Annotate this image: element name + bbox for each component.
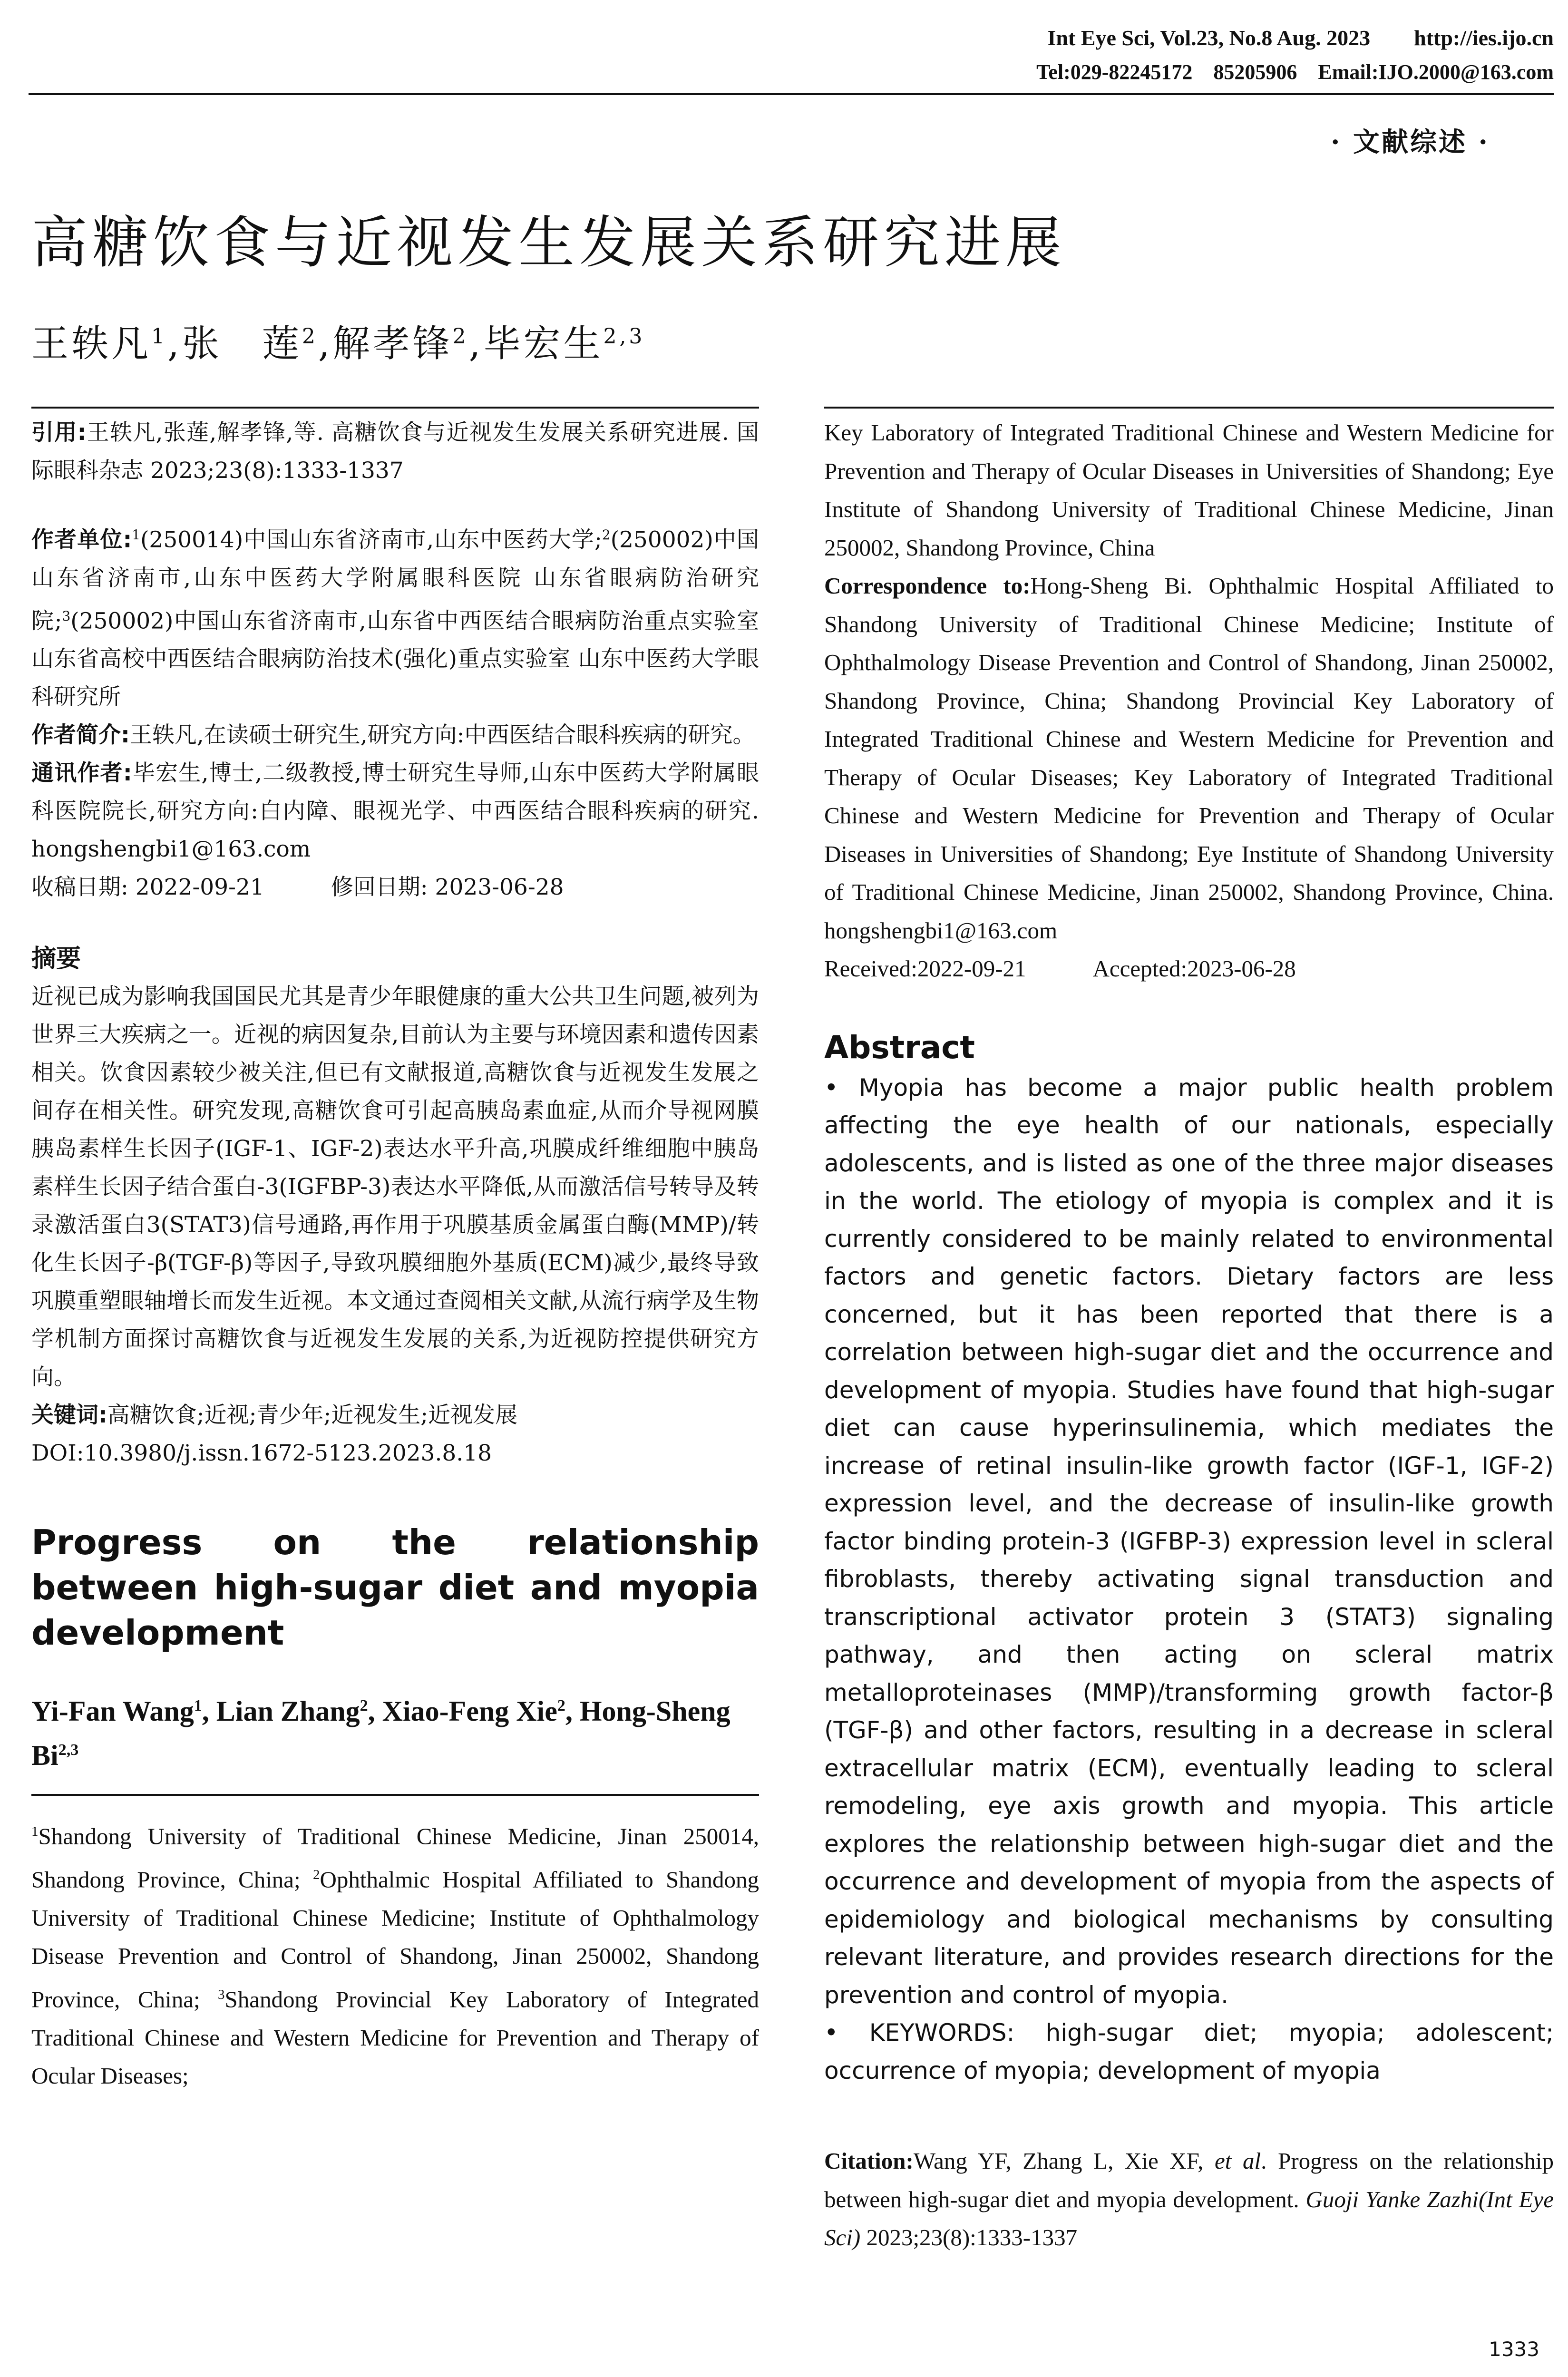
corresponding-label: 通讯作者: [31,760,132,787]
authors-cn [31,314,645,367]
affil-en-sup: 2 [312,1867,320,1883]
keywords-cn [31,1396,759,1434]
author-en-3-sup: 2 [557,1697,565,1715]
author-cn-3: 解孝锋 [332,322,453,365]
affiliation-cn [31,516,759,716]
affiliation-cn-part2: (250002)中国山东省济南市,山东中医药大学附属眼科医院 山东省眼病防治研究院; [31,526,760,634]
page-number: 1333 [1489,2338,1539,2361]
revised-date-cn: 修回日期: 2023-06-28 [331,874,564,901]
keywords-cn-label: 关键词: [31,1402,107,1429]
abstract-cn-heading: 摘要 [31,945,81,974]
author-intro-label: 作者简介: [31,722,130,749]
page-title-cn: 高糖饮食与近视发生发展关系研究进展 [31,210,1067,275]
citation-en [824,2142,1554,2257]
accepted-date-en: Accepted:2023-06-28 [1092,955,1296,982]
affil-sup: 1 [132,527,141,543]
author-en-1: Yi-Fan Wang [31,1695,194,1727]
citation-en-journal: Guoji Yanke Zazhi(Int Eye Sci) [824,2186,1554,2250]
author-en-2-sup: 2 [360,1697,368,1715]
affiliation-rule [31,1794,759,1796]
author-cn-1-sup: 1 [151,324,168,349]
right-column-rule [824,407,1554,409]
author-en-3: Xiao-Feng Xie [382,1695,557,1727]
affiliation-en-part3-right: Key Laboratory of Integrated Traditional Chinese and Western Medicine for Prevention and Therapy of Ocular Diseases in Universities of Shandong; Eye Institute of Shandong University of Traditional Chinese Medicine, Jinan 250002, Shandong Province, China [824,419,1554,561]
affiliation-en-part2: Ophthalmic Hospital Affiliated to Shandong University of Traditional Chinese Medicine; Institute of Ophthalmology Disease Prevention and Control of Shandong, Jinan 250002, Shandong Province, China; [31,1866,759,2013]
abstract-en-text: • Myopia has become a major public health problem affecting the eye health of our nationals, especially adolescents, and is listed as one of the three major diseases in the world. The etiology of myopia is complex and it is currently considered to be mainly related to environmental factors and genetic factors. Dietary factors are less concerned, but it has been reported that there is a correlation between high-sugar diet and the occurrence and development of myopia. Studies have found that high-sugar diet can cause hyperinsulinemia, which mediates the increase of retinal insulin-like growth factor (IGF-1, IGF-2) expression level, and the decrease of insulin-like growth factor binding protein-3 (IGFBP-3) expression level in scleral fibroblasts, thereby activating signal transduction and transcriptional activator protein 3 (STAT3) signaling pathway, and then acting on scleral matrix metalloproteinases (MMP)/transforming growth factor-β (TGF-β) and other factors, resulting in a decrease in scleral extracellular matrix (ECM), eventually leading to scleral remodeling, eye axis growth and myopia. This article explores the relationship between high-sugar diet and the occurrence and development of myopia from the aspects of epidemiology and biological mechanisms by consulting relevant literature, and provides research directions for the prevention and control of myopia. [824,1073,1554,2009]
author-cn-3-sup: 2 [452,324,469,349]
citation-cn [31,414,759,490]
abstract-cn-text: 近视已成为影响我国国民尤其是青少年眼健康的重大公共卫生问题,被列为世界三大疾病之一。近视的病因复杂,目前认为主要与环境因素和遗传因素相关。饮食因素较少被关注,但已有文献报道,高糖饮食与近视发生发展之间存在相关性。研究发现,高糖饮食可引起高胰岛素血症,从而介导视网膜胰岛素样生长因子(IGF-1、IGF-2)表达水平升高,巩膜成纤维细胞中胰岛素样生长因子结合蛋白-3(IGFBP-3)表达水平降低,从而激活信号转导及转录激活蛋白3(STAT3)信号通路,再作用于巩膜基质金属蛋白酶(MMP)/转化生长因子-β(TGF-β)等因子,导致巩膜细胞外基质(ECM)减少,最终导致巩膜重塑眼轴增长而发生近视。本文通过查阅相关文献,从流行病学及生物学机制方面探讨高糖饮食与近视发生发展的关系,为近视防控提供研究方向。 [31,984,759,1391]
affiliation-cn-label: 作者单位: [31,526,132,553]
received-date-cn: 收稿日期: 2022-09-21 [31,874,264,901]
affiliation-en [31,1812,759,2095]
doi: DOI:10.3980/j.issn.1672-5123.2023.8.18 [31,1440,492,1467]
abstract-en-heading: Abstract [824,1029,975,1066]
corresponding-text: 毕宏生,博士,二级教授,博士研究生导师,山东中医药大学附属眼科医院院长,研究方向:白内障、眼视光学、中西医结合眼科疾病的研究. hongshengbi1@163.com [31,760,759,863]
author-cn-1: 王轶凡 [31,322,152,365]
citation-en-text1: Wang YF, Zhang L, Xie XF, [913,2148,1215,2174]
correspondence-label: Correspondence to: [824,573,1031,599]
author-cn-2-sup: 2 [302,324,318,349]
author-sep: , [318,322,333,365]
affiliation-cn-part1: (250014)中国山东省济南市,山东中医药大学; [140,526,602,553]
author-cn-2: 张 莲 [182,322,302,365]
author-sep: , [167,322,182,365]
affil-sup: 3 [62,608,71,624]
citation-en-etal: et al [1215,2148,1261,2174]
authors-en: Yi-Fan Wang$^1$, Lian Zhang$^2$, Xiao-Feng Xie$^2$, Hong-Sheng Bi$^{2,3}$ [31,1695,730,1772]
author-cn-4-sup: 2,3 [603,324,645,349]
keywords-en: • KEYWORDS: high-sugar diet; myopia; adolescent; occurrence of myopia; development of myopia [824,2019,1554,2085]
dates-cn [31,868,759,906]
citation-en-text3: 2023;23(8):1333-1337 [860,2224,1078,2250]
affil-en-sup: 3 [218,1987,225,2002]
affiliation-en-part3-left: Shandong Provincial Key Laboratory of Integrated Traditional Chinese and Western Medicine for Prevention and Therapy of Ocular Diseases; [31,1986,759,2089]
keywords-cn-text: 高糖饮食;近视;青少年;近视发生;近视发展 [107,1402,518,1429]
author-intro-text: 王轶凡,在读硕士研究生,研究方向:中西医结合眼科疾病的研究。 [129,722,755,749]
citation-cn-label: 引用: [31,419,87,446]
author-intro-cn [31,716,759,754]
affil-sup: 2 [602,527,611,543]
citation-en-label: Citation: [824,2148,914,2174]
received-date-en: Received:2022-09-21 [824,955,1026,982]
right-column [824,414,1554,2257]
affiliation-cn-part3: (250002)中国山东省济南市,山东省中西医结合眼病防治重点实验室 山东省高校中西医结合眼病防治技术(强化)重点实验室 山东中医药大学眼科研究所 [31,608,760,711]
author-cn-4: 毕宏生 [483,322,604,365]
correspondence-en [824,567,1554,950]
citation-cn-text: 王轶凡,张莲,解孝锋,等. 高糖饮食与近视发生发展关系研究进展. 国际眼科杂志 2023;23(8):1333-1337 [31,419,760,484]
header-rule [29,93,1554,95]
journal-header-line2: Tel:029-82245172 85205906 Email:IJO.2000@163.com [1036,60,1554,84]
author-en-4-sup: 2,3 [58,1741,79,1759]
left-column-rule [31,407,759,409]
citation-en-text2: . Progress on the relationship between high-sugar diet and myopia development. [824,2148,1554,2212]
dates-en [824,950,1554,988]
author-en-2: Lian Zhang [216,1695,360,1727]
affiliation-en-part1: Shandong University of Traditional Chinese Medicine, Jinan 250014, Shandong Province, China; [31,1823,759,1893]
author-en-4: Hong-Sheng Bi [31,1695,730,1772]
section-tag: · 文献综述 · [1331,127,1490,158]
affil-en-sup: 1 [31,1824,39,1840]
correspondence-text: Hong-Sheng Bi. Ophthalmic Hospital Affiliated to Shandong University of Traditional Chinese Medicine; Institute of Ophthalmology Disease Prevention and Control of Shandong, Jinan 250002, Shandong Province, China; Shandong Provincial Key Laboratory of Integrated Traditional Chinese and Western Medicine for Prevention and Therapy of Ocular Diseases; Key Laboratory of Integrated Traditional Chinese and Western Medicine for Prevention and Therapy of Ocular Diseases in Universities of Shandong; Eye Institute of Shandong University of Traditional Chinese Medicine, Jinan 250002, Shandong Province, China. hongshengbi1@163.com [824,573,1554,944]
corresponding-author-cn [31,754,759,868]
left-column [31,414,759,2095]
title-en: Progress on the relationship between high-sugar diet and myopia development [31,1522,759,1653]
author-en-1-sup: 1 [194,1697,202,1715]
journal-header-line1: Int Eye Sci, Vol.23, No.8 Aug. 2023 http://ies.ijo.cn [1047,26,1554,50]
author-sep: , [468,322,484,365]
